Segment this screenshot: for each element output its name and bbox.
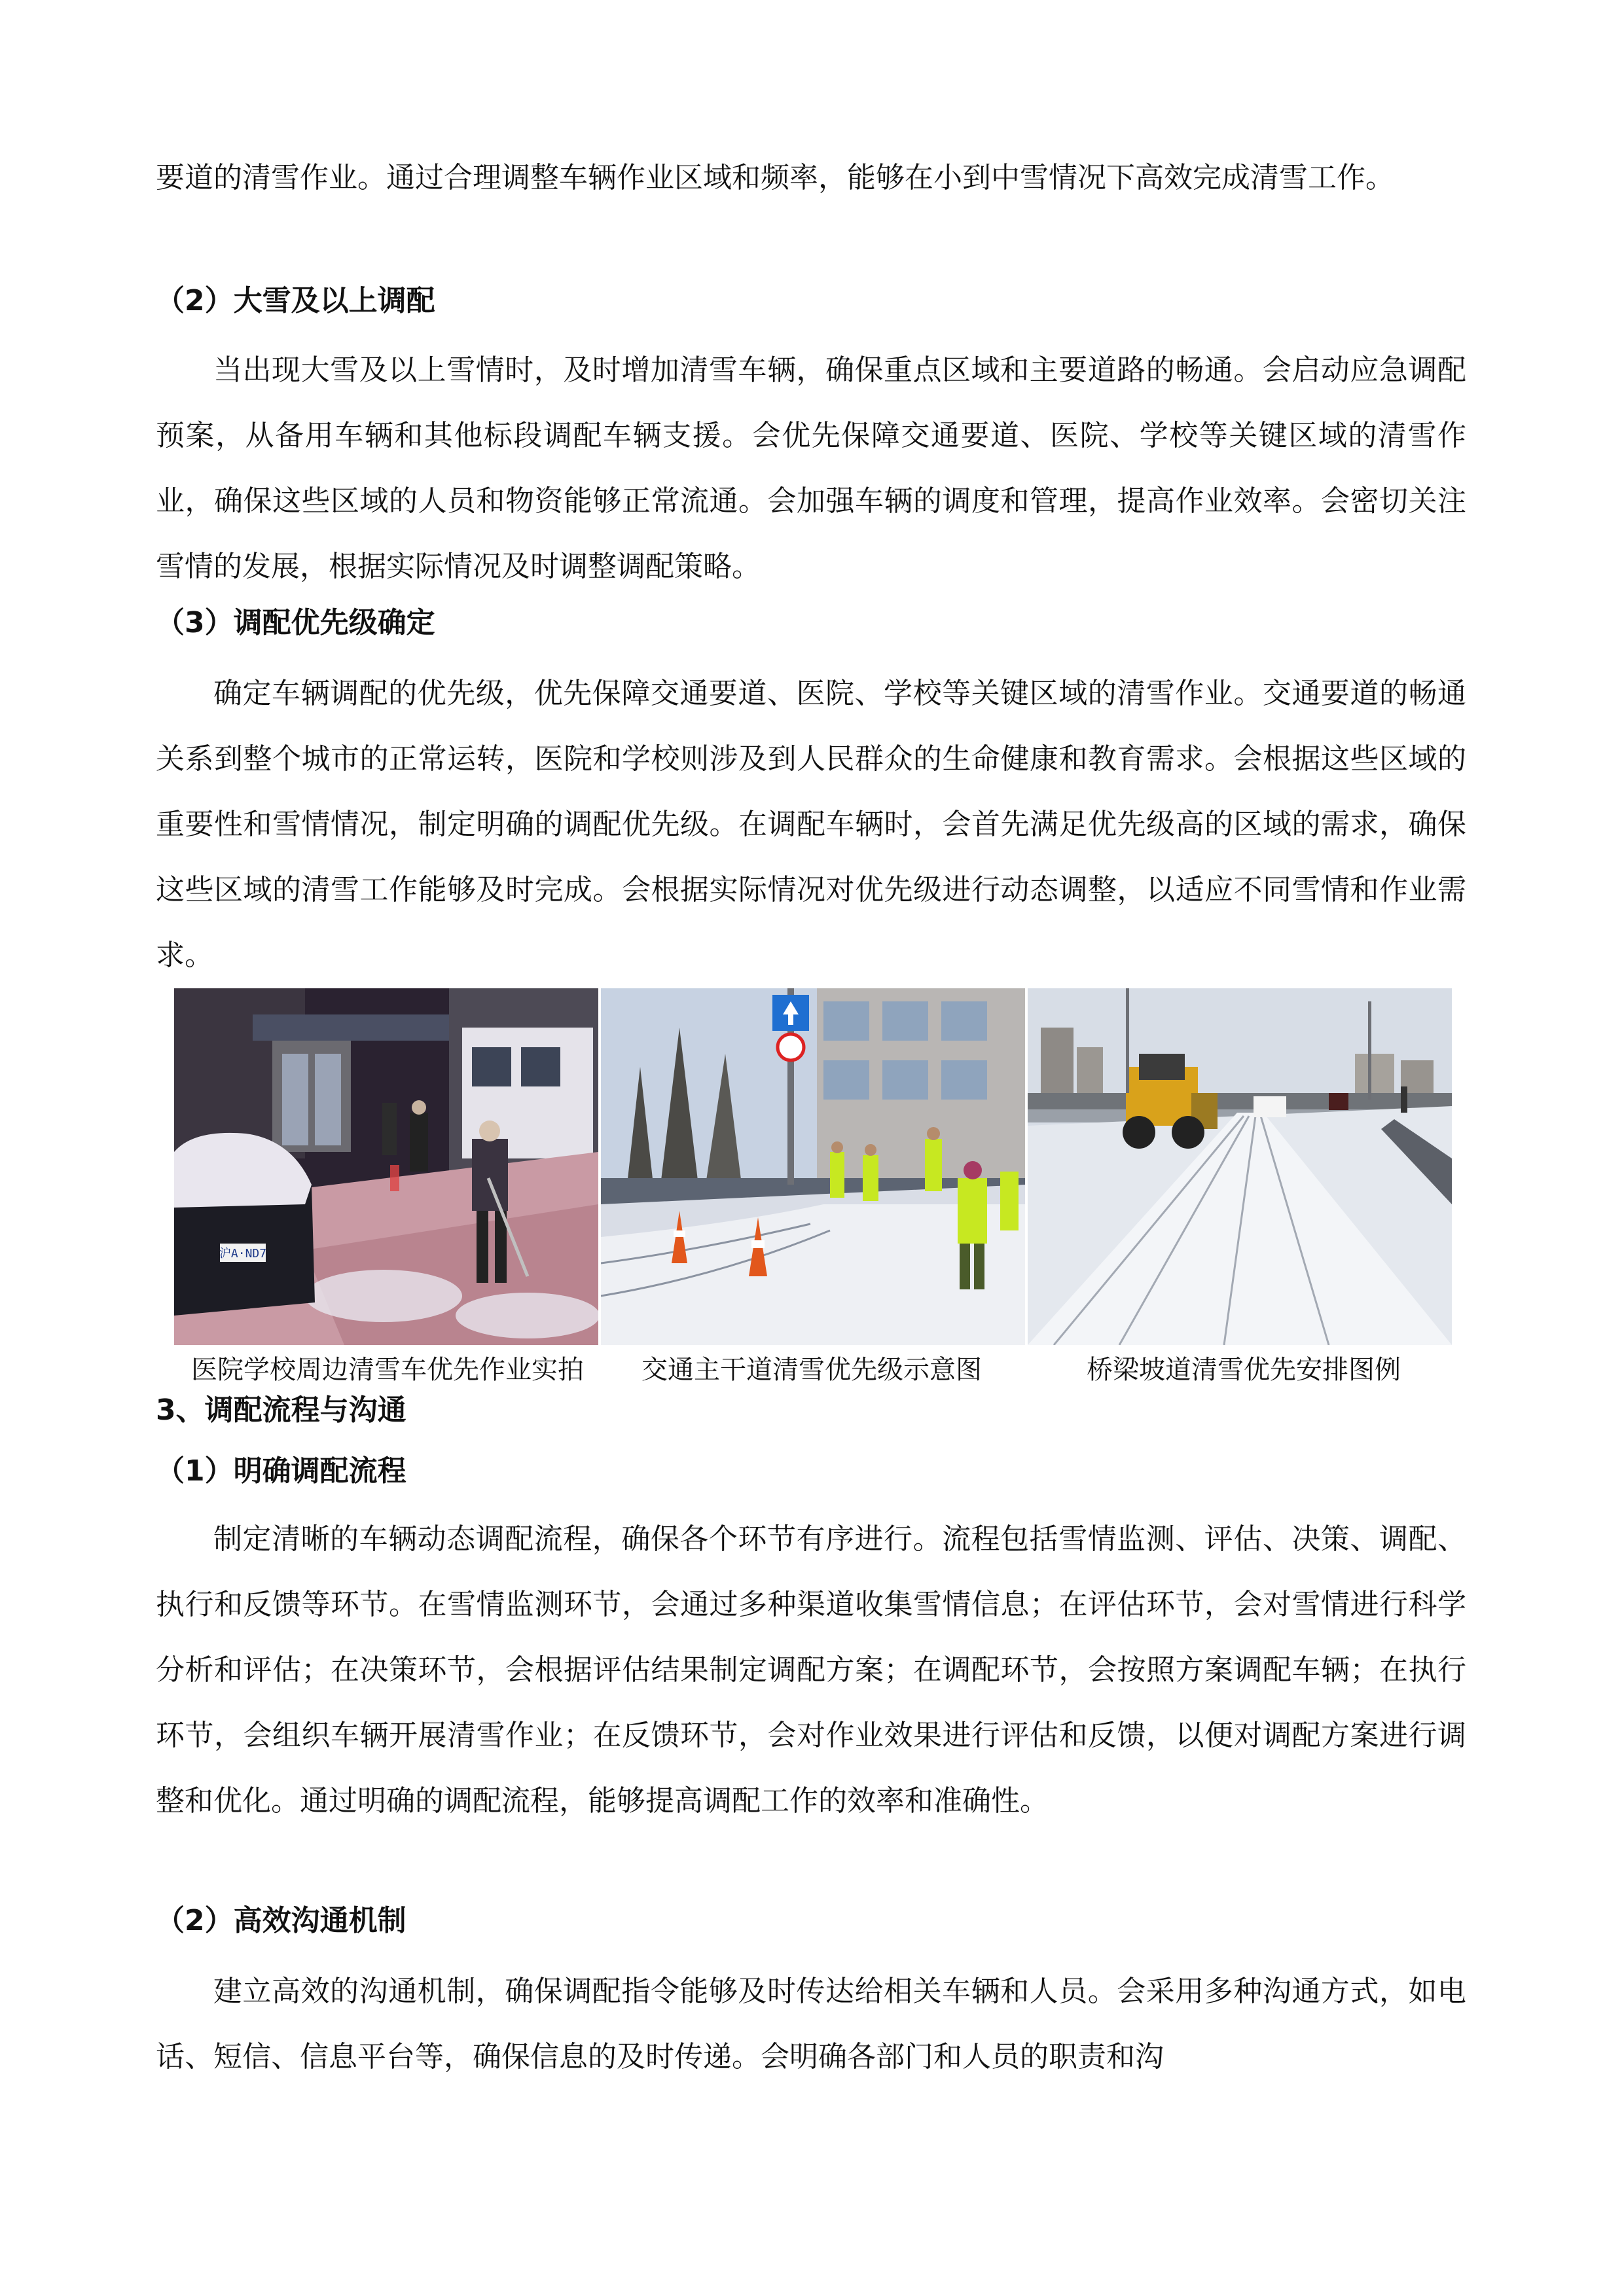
subheading-priority: （3）调配优先级确定 bbox=[156, 606, 435, 639]
paragraph-5: 建立高效的沟通机制，确保调配指令能够及时传达给相关车辆和人员。会采用多种沟通方式，如电话、短信、信息平台等，确保信息的及时传递。会明确各部门和人员的职责和沟 bbox=[156, 1975, 1466, 2073]
photo-main-road bbox=[601, 988, 1025, 1345]
paragraph-2-block bbox=[156, 338, 1466, 600]
paragraph-4: 制定清晰的车辆动态调配流程，确保各个环节有序进行。流程包括雪情监测、评估、决策、调配、执行和反馈等环节。在雪情监测环节，会通过多种渠道收集雪情信息；在评估环节，会对雪情进行科学分析和评估；在决策环节，会根据评估结果制定调配方案；在调配环节，会按照方案调配车辆；在执行环节，会组织车辆开展清雪作业；在反馈环节，会对作业效果进行评估和反馈，以便对调配方案进行调整和优化。通过明确的调配流程，能够提高调配工作的效率和准确性。 bbox=[156, 1522, 1466, 1818]
license-plate: 沪A·ND7 bbox=[219, 1247, 267, 1261]
subheading-process: （1）明确调配流程 bbox=[156, 1454, 406, 1488]
paragraph-2: 当出现大雪及以上雪情时，及时增加清雪车辆，确保重点区域和主要道路的畅通。会启动应急调配预案，从备用车辆和其他标段调配车辆支援。会优先保障交通要道、医院、学校等关键区域的清雪作业，确保这些区域的人员和物资能够正常流通。会加强车辆的调度和管理，提高作业效率。会密切关注雪情的发展，根据实际情况及时调整调配策略。 bbox=[156, 353, 1466, 583]
caption-photo-2: 交通主干道清雪优先级示意图 bbox=[641, 1355, 982, 1385]
photo-hospital-school-night bbox=[174, 988, 598, 1345]
paragraph-1: 要道的清雪作业。通过合理调整车辆作业区域和频率，能够在小到中雪情况下高效完成清雪工作。 bbox=[156, 161, 1394, 194]
paragraph-3: 确定车辆调配的优先级，优先保障交通要道、医院、学校等关键区域的清雪作业。交通要道的畅通关系到整个城市的正常运转，医院和学校则涉及到人民群众的生命健康和教育需求。会根据这些区域的重要性和雪情情况，制定明确的调配优先级。在调配车辆时，会首先满足优先级高的区域的需求，确保这些区域的清雪工作能够及时完成。会根据实际情况对优先级进行动态调整，以适应不同雪情和作业需求。 bbox=[156, 677, 1466, 972]
paragraph-3-block bbox=[156, 661, 1466, 988]
caption-photo-3: 桥梁坡道清雪优先安排图例 bbox=[1087, 1355, 1401, 1385]
photo-hospital-school-night-image bbox=[174, 988, 598, 1345]
photo-bridge-slope-image bbox=[1028, 988, 1452, 1345]
paragraph-5-block bbox=[156, 1959, 1466, 2090]
paragraph-4-block bbox=[156, 1507, 1466, 1834]
section-heading-3: 3、调配流程与沟通 bbox=[156, 1393, 406, 1427]
photo-main-road-image bbox=[601, 988, 1025, 1345]
photo-bridge-slope bbox=[1028, 988, 1452, 1345]
subheading-heavy-snow: （2）大雪及以上调配 bbox=[156, 284, 435, 317]
subheading-communication: （2）高效沟通机制 bbox=[156, 1904, 406, 1937]
paragraph-1-block bbox=[156, 145, 1466, 211]
caption-photo-1: 医院学校周边清雪车优先作业实拍 bbox=[191, 1355, 584, 1385]
